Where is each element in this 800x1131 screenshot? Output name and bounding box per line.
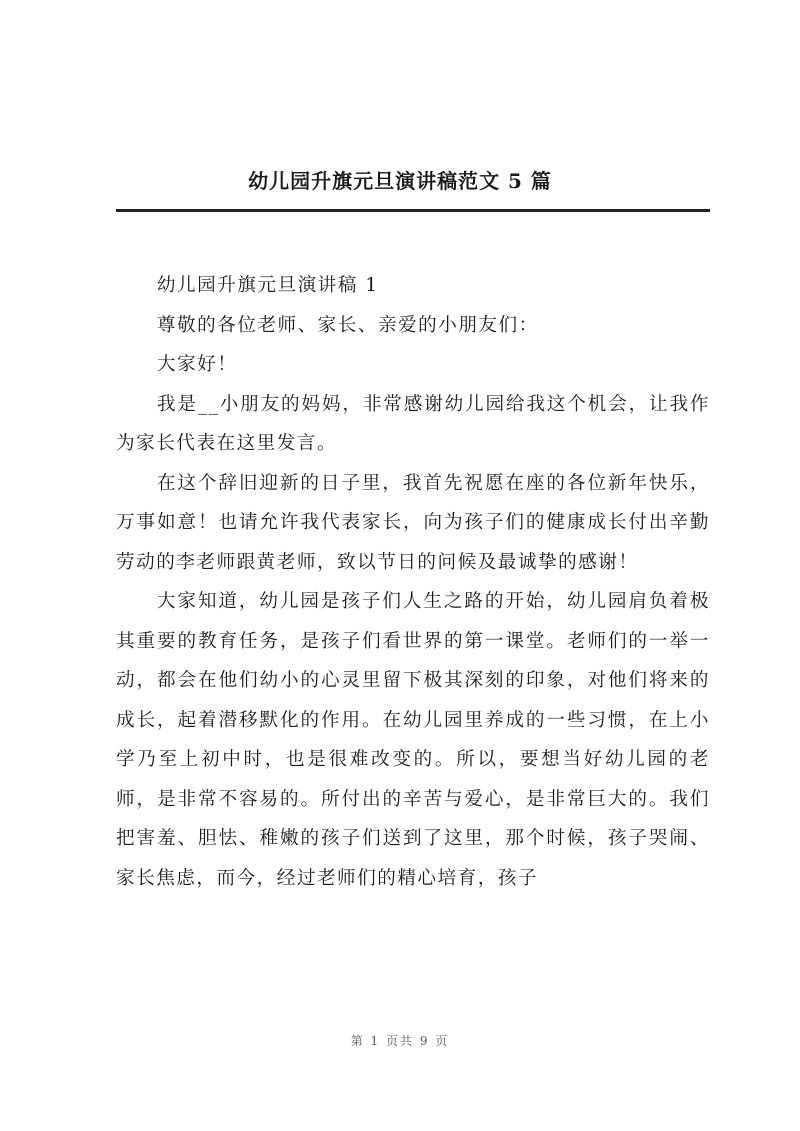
title-divider [116, 209, 710, 212]
paragraph: 我是__小朋友的妈妈，非常感谢幼儿园给我这个机会，让我作为家长代表在这里发言。 [116, 393, 710, 454]
greeting: 大家好！ [156, 354, 238, 375]
paragraph: 在这个辞旧迎新的日子里，我首先祝愿在座的各位新年快乐，万事如意！也请允许我代表家长，向为孩子们的健康成长付出辛勤劳动的李老师跟黄老师，致以节日的问候及最诚挚的感谢！ [116, 472, 710, 573]
salutation: 尊敬的各位老师、家长、亲爱的小朋友们： [156, 314, 539, 336]
document-body [116, 266, 710, 898]
paragraph: 大家知道，幼儿园是孩子们人生之路的开始，幼儿园肩负着极其重要的教育任务，是孩子们看世界的第一课堂。老师们的一举一动，都会在他们幼小的心灵里留下极其深刻的印象，对他们将来的成长，起着潜移默化的作用。在幼儿园里养成的一些习惯，在上小学乃至上初中时，也是很难改变的。所以，要想当好幼儿园的老师，是非常不容易的。所付出的辛苦与爱心，是非常巨大的。我们把害羞、胆怯、稚嫩的孩子们送到了这里，那个时候，孩子哭闹、家长焦虑，而今，经过老师们的精心培育，孩子 [116, 591, 710, 889]
page-number: 第 1 页共 9 页 [350, 1034, 450, 1048]
document-title: 幼儿园升旗元旦演讲稿范文 5 篇 [248, 169, 552, 193]
section-heading: 幼儿园升旗元旦演讲稿 1 [156, 275, 379, 296]
